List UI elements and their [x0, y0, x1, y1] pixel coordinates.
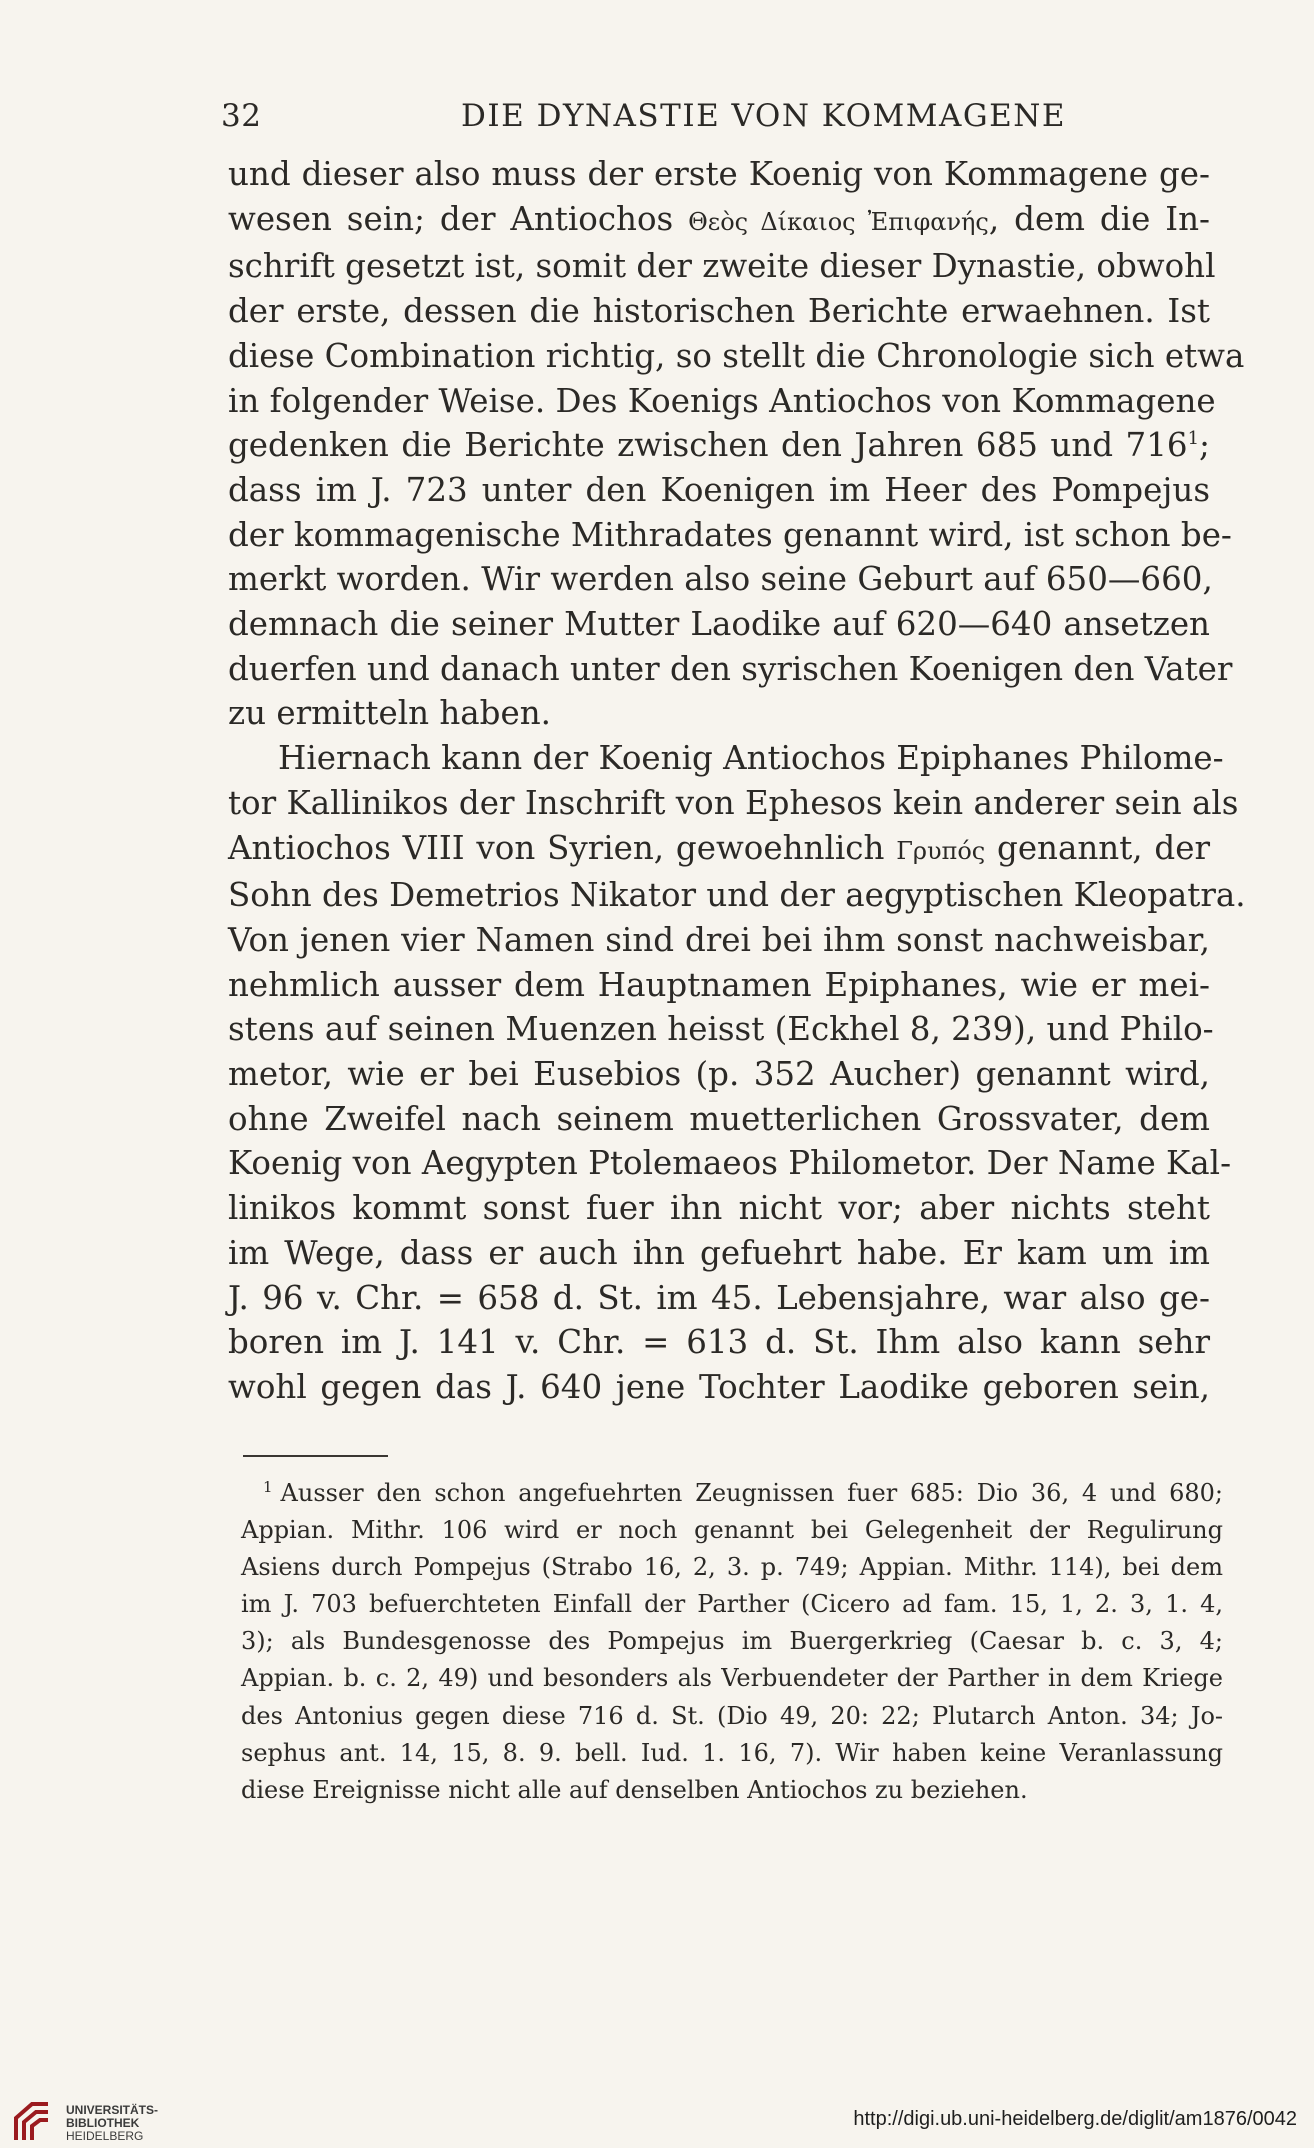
- library-name: UNIVERSITÄTS- BIBLIOTHEK HEIDELBERG: [66, 2103, 159, 2143]
- text-line: stens auf seinen Muenzen heisst (Eckhel 8, 239), und Philo-: [228, 1010, 1214, 1049]
- footnote-line: Appian. Mithr. 106 wird er noch genannt bei Gelegenheit der Regulirung: [241, 1516, 1223, 1545]
- footnote-line: des Antonius gegen diese 716 d. St. (Dio 49, 20: 22; Plutarch Anton. 34; Jo-: [241, 1701, 1223, 1730]
- text-line: demnach die seiner Mutter Laodike auf 620—640 ansetzen: [228, 605, 1210, 644]
- greek-epithet: Θεὸς Δίκαιος Ἐπιφανής: [688, 207, 989, 236]
- text-line: boren im J. 141 v. Chr. = 613 d. St. Ihm also kann sehr: [228, 1323, 1210, 1362]
- text-line: Von jenen vier Namen sind drei bei ihm sonst nachweisbar,: [228, 920, 1210, 959]
- text-line: und dieser also muss der erste Koenig von Kommagene ge-: [228, 155, 1210, 193]
- text-line: tor Kallinikos der Inschrift von Ephesos kein anderer sein als: [228, 783, 1239, 822]
- text-line: Sohn des Demetrios Nikator und der aegyptischen Kleopatra.: [228, 876, 1246, 915]
- text-line: diese Combination richtig, so stellt die Chronologie sich etwa: [228, 336, 1245, 375]
- text-line: der erste, dessen die historischen Berichte erwaehnen. Ist: [228, 292, 1210, 331]
- main-text: [228, 152, 1246, 1410]
- text-line: Koenig von Aegypten Ptolemaeos Philometor. Der Name Kal-: [228, 1144, 1232, 1183]
- footnote-divider: [243, 1455, 388, 1457]
- footnote-line: Asiens durch Pompejus (Strabo 16, 2, 3. p. 749; Appian. Mithr. 114), bei dem: [241, 1553, 1223, 1582]
- text-line: gedenken die Berichte zwischen den Jahren 685 und $716^1$;: [228, 426, 1210, 465]
- text-line: Antiochos VIII von Syrien, gewoehnlich Γρυπός genannt, der: [228, 828, 1210, 867]
- source-url-link[interactable]: http://digi.ub.uni-heidelberg.de/diglit/am1876/0042: [853, 2108, 1297, 2130]
- footnotes: [241, 1475, 1223, 1809]
- text-line: im Wege, dass er auch ihn gefuehrt habe. Er kam um im: [228, 1233, 1210, 1272]
- text-line: merkt worden. Wir werden also seine Geburt auf 650—660,: [228, 560, 1213, 599]
- footnote-line: im J. 703 befuerchteten Einfall der Parther (Cicero ad fam. 15, 1, 2. 3, 1. 4,: [241, 1590, 1223, 1619]
- text-line: J. 96 v. Chr. = 658 d. St. im 45. Lebensjahre, war also ge-: [228, 1278, 1210, 1317]
- footnote-line: diese Ereignisse nicht alle auf denselben Antiochos zu beziehen.: [241, 1775, 1028, 1804]
- text-line: nehmlich ausser dem Hauptnamen Epiphanes, wie er mei-: [228, 965, 1210, 1004]
- text-line: ohne Zweifel nach seinem muetterlichen Grossvater, dem: [228, 1099, 1210, 1138]
- library-logo[interactable]: [12, 2100, 192, 2144]
- text-line: metor, wie er bei Eusebios (p. 352 Aucher) genannt wird,: [228, 1055, 1210, 1094]
- footnote-line: Appian. b. c. 2, 49) und besonders als Verbuendeter der Parther in dem Kriege: [241, 1664, 1223, 1693]
- text-line: duerfen und danach unter den syrischen Koenigen den Vater: [228, 649, 1233, 688]
- footnote-reference: 1: [1187, 428, 1200, 450]
- footnote-line: sephus ant. 14, 15, 8. 9. bell. Iud. 1. 16, 7). Wir haben keine Veranlassung: [241, 1738, 1223, 1767]
- text-line: wesen sein; der Antiochos Θεὸς Δίκαιος Ἐπιφανής, dem die In-: [228, 199, 1211, 238]
- running-title: DIE DYNASTIE VON KOMMAGENE: [461, 98, 1067, 134]
- greek-epithet: Γρυπός: [896, 836, 986, 865]
- footnote-line: 3); als Bundesgenosse des Pompejus im Buergerkrieg (Caesar b. c. 3, 4;: [241, 1627, 1223, 1656]
- text-line: in folgender Weise. Des Koenigs Antiochos von Kommagene: [228, 381, 1216, 420]
- footnote-line: $^1$ Ausser den schon angefuehrten Zeugnissen fuer 685: Dio 36, 4 und 680;: [263, 1478, 1223, 1507]
- text-line: Hiernach kann der Koenig Antiochos Epiphanes Philome-: [278, 739, 1224, 778]
- page-number: 32: [221, 98, 262, 134]
- footnote-marker: 1: [263, 1478, 273, 1496]
- text-line: dass im J. 723 unter den Koenigen im Heer des Pompejus: [228, 470, 1210, 509]
- library-logo-icon: [12, 2100, 60, 2144]
- text-line: zu ermitteln haben.: [228, 694, 551, 733]
- text-line: der kommagenische Mithradates genannt wird, ist schon be-: [228, 515, 1232, 554]
- text-line: linikos kommt sonst fuer ihn nicht vor; aber nichts steht: [228, 1189, 1210, 1228]
- text-line: schrift gesetzt ist, somit der zweite dieser Dynastie, obwohl: [228, 247, 1216, 286]
- text-line: wohl gegen das J. 640 jene Tochter Laodike geboren sein,: [228, 1367, 1210, 1406]
